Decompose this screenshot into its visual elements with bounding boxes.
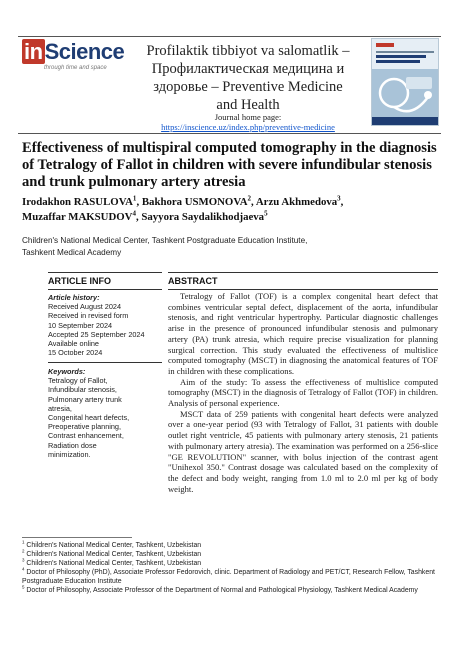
affiliation [22,235,440,258]
info-top-rule [48,272,162,273]
keyword: Preoperative planning, [48,422,122,432]
affiliation-line: Tashkent Medical Academy [22,247,122,257]
keywords-rule [48,362,162,363]
history-label: Article history: [48,293,100,302]
keyword: atresia, [48,403,72,413]
history-entry: 15 October 2024 [48,348,103,358]
logo-tagline: through time and space [44,65,107,71]
keyword: Contrast enhancement, [48,431,124,441]
affiliation-line: Children's National Medical Center, Tashkent Postgraduate Education Institute, [22,236,308,245]
footnote-sup: 3 [22,557,25,563]
cover-illustration [372,39,438,125]
keywords-label: Keywords: [48,367,86,376]
abstract-paragraph: Tetralogy of Fallot (TOF) is a complex congenital heart defect that combines ventricular septal defect, displacement of the aorta, infundibular stenosis, and right ventricular hypertrophy. Particular diagnostic challenges arise in the presence of pronounced infundibular stenosis and pulmonary artery (PA) trunk atresia, which require precise visualization for planning surgical correction. This study evaluated the effectiveness of multislice computed tomography (MSCT) in diagnosing the anatomical features of TOF in children with these complications. [168,291,438,376]
footnote [22,541,440,550]
footnote [22,550,440,559]
abstract-paragraph: Aim of the study: To assess the effectiveness of multislice computed tomography (MSCT) in the diagnosis of Tetralogy of Fallot (TOF) in children. Analysis of personal experience. [168,376,438,409]
footnote-text: Doctor of Philosophy (PhD), Associate Professor Fedorovich, clinic. Department of Radiology and PET/CT, Research Fellow, Tashkent Postgraduate Education Institute [22,569,435,586]
keyword: Tetralogy of Fallot, [48,376,108,386]
journal-home-link[interactable]: https://inscience.uz/index.php/preventive-medicine [161,122,335,132]
keyword: minimization. [48,449,91,459]
footnote-text: Doctor of Philosophy, Associate Professor of the Department of Normal and Pathological Physiology, Tashkent Medical Academy [26,587,418,595]
footnote-sup: 5 [22,585,25,591]
author: Sayyora Saydalikhodjaeva [141,210,265,223]
keyword: Radiation dose [48,440,97,450]
keyword: Pulmonary artery trunk [48,394,122,404]
journal-header [0,0,459,134]
author-sup: 2 [247,194,252,203]
author-sup: 4 [132,208,136,217]
journal-title-line: здоровье – Preventive Medicine [153,79,343,95]
footnote-sup: 4 [22,566,25,572]
footnote [22,568,440,586]
journal-title-line: and Health [216,97,280,113]
author: Muzaffar MAKSUDOV [22,210,133,223]
logo-science-text: Science [44,39,125,64]
author: Arzu Akhmedova [255,196,338,208]
author-list: Irodakhon RASULOVA$^1$, Bakhora USMONOVA$^2$, Arzu Akhmedova$^3$, Muzaffar MAKSUDOV$^4$, Sayyora Saydalikhodjaeva$^5$ [22,194,344,223]
history-entry: Received in revised form [48,311,129,321]
abstract-heading-rule [168,289,438,290]
keyword: Congenital heart defects, [48,413,130,423]
abstract-top-rule [168,272,438,273]
author: Bakhora USMONOVA [141,196,248,208]
history-entry: Accepted 25 September 2024 [48,329,145,339]
header-top-rule [18,36,441,37]
author-sup: 1 [132,194,137,203]
keyword: Infundibular stenosis, [48,385,117,395]
journal-home-page [130,112,366,132]
inscience-logo [22,40,132,90]
article-history [48,293,166,357]
abstract-heading: ABSTRACT [168,276,218,286]
footnote-text: Children's National Medical Center, Tashkent, Uzbekistan [26,551,202,559]
footnote-sup: 1 [22,539,25,545]
info-heading-rule [48,289,162,290]
footnote-sup: 2 [22,548,25,554]
author-sup: 3 [337,194,341,203]
journal-title [130,42,366,114]
footnote-text: Children's National Medical Center, Tashkent, Uzbekistan [26,542,202,549]
journal-title-line: Profilaktik tibbiyot va salomatlik – [146,43,350,59]
footnote-text: Children's National Medical Center, Tashkent, Uzbekistan [26,560,202,568]
history-entry: Received August 2024 [48,302,122,312]
footnotes [22,541,440,596]
journal-title-line: Профилактическая медицина и [151,61,345,77]
keywords [48,367,166,459]
history-entry: 10 September 2024 [48,320,113,330]
abstract-body [168,291,438,494]
footnote [22,559,440,568]
abstract-paragraph: MSCT data of 259 patients with congenital heart defects were analyzed over a one-year period (93 with Tetralogy of Fallot, 31 patients with double outlet right ventricle, 45 patients with pulmonary artery stenosis, 21 patients with pulmonary artery atresia). The examination was performed on a 256-slice "GE REVOLUTION" scanner, with bolus injection of the contrast agent "Unihexol 350." Contrast dosage was calculated based on the complexity of the defect and body weight, ranging from 1.0 ml to 2.0 ml per kg of body weight. [168,408,438,494]
logo-in-text: in [24,39,43,64]
journal-cover-image [371,38,439,126]
history-entry: Available online [48,339,99,349]
article-info-heading: ARTICLE INFO [48,276,111,286]
header-bottom-rule [18,133,441,134]
home-label: Journal home page: [214,112,282,122]
footnote-rule [22,537,132,538]
author: Irodakhon RASULOVA [22,196,133,208]
article-title: Effectiveness of multispiral computed tomography in the diagnosis of Tetralogy of Fallot in children with severe infundibular stenosis and trunk pulmonary artery atresia [22,140,437,191]
footnote [22,586,440,595]
author-sup: 5 [264,208,268,217]
